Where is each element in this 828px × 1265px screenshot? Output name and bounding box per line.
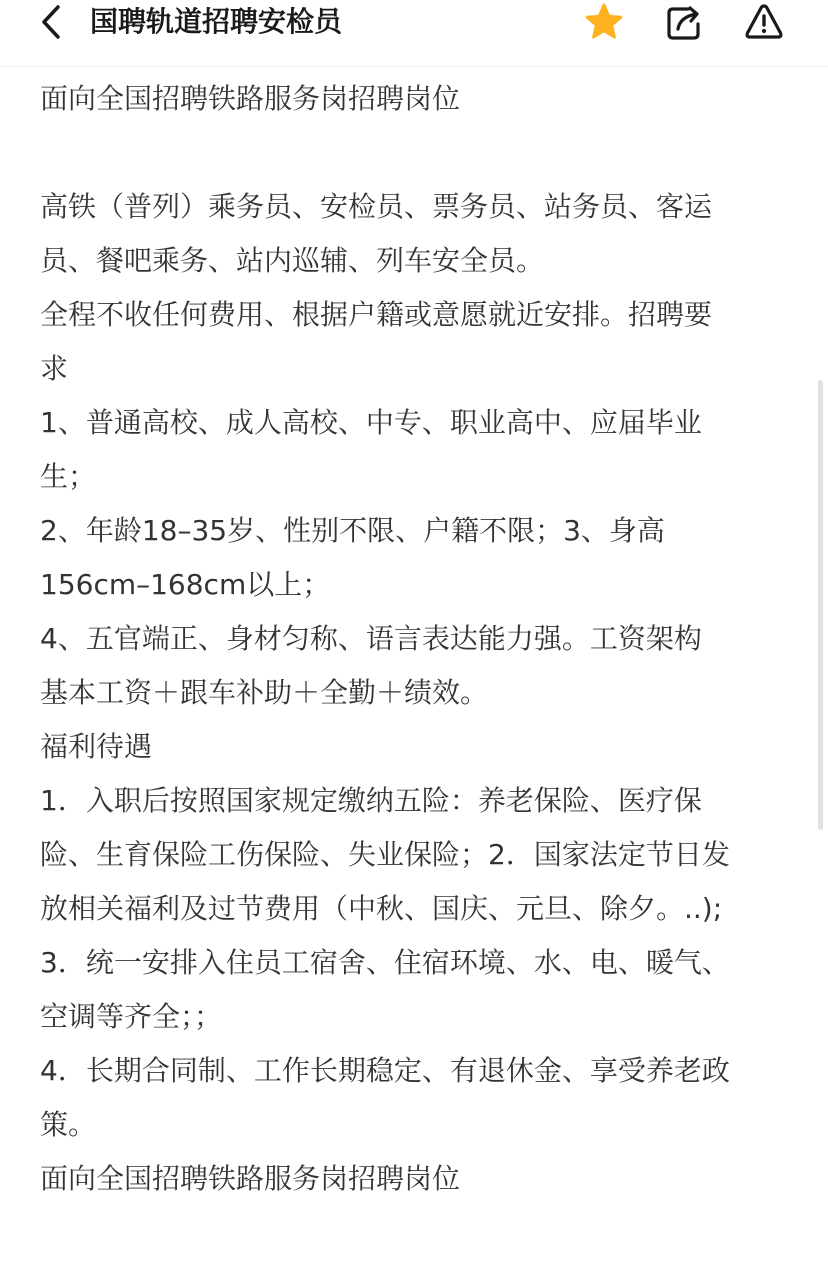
chevron-left-icon (30, 4, 70, 40)
share-button[interactable] (664, 2, 704, 42)
text-line: 4．长期合同制、工作长期稳定、有退休金、享受养老政 (40, 1054, 730, 1087)
text-line: 1．入职后按照国家规定缴纳五险：养老保险、医疗保 (40, 784, 702, 817)
favorite-button[interactable] (584, 2, 624, 42)
text-line: 员、餐吧乘务、站内巡辅、列车安全员。 (40, 244, 545, 277)
top-bar (0, 0, 828, 67)
post-body (40, 72, 790, 1206)
text-line: 全程不收任何费用、根据户籍或意愿就近安排。招聘要 (40, 298, 713, 331)
text-line: 福利待遇 (40, 730, 153, 763)
page-title: 国聘轨道招聘安检员 (90, 5, 343, 38)
text-line: 生； (40, 460, 97, 493)
text-line: 高铁（普列）乘务员、安检员、票务员、站务员、客运 (40, 190, 713, 223)
text-line: 4、五官端正、身材匀称、语言表达能力强。工资架构 (40, 622, 702, 655)
text-line: 险、生育保险工伤保险、失业保险；2．国家法定节日发 (40, 838, 730, 871)
report-button[interactable] (744, 2, 784, 42)
text-line: 面向全国招聘铁路服务岗招聘岗位 (40, 1162, 461, 1195)
text-line: 面向全国招聘铁路服务岗招聘岗位 (40, 82, 461, 115)
blank-line (40, 126, 790, 180)
warning-icon (744, 2, 784, 42)
back-button[interactable] (30, 4, 70, 40)
text-line: 3．统一安排入住员工宿舍、住宿环境、水、电、暖气、 (40, 946, 730, 979)
text-line: 策。 (40, 1108, 97, 1141)
share-icon (664, 2, 704, 42)
text-line: 156cm–168cm以上； (40, 568, 331, 601)
star-icon (584, 2, 624, 42)
text-line: 2、年龄18–35岁、性别不限、户籍不限；3、身高 (40, 514, 665, 547)
text-line: 基本工资＋跟车补助＋全勤＋绩效。 (40, 676, 489, 709)
text-line: 空调等齐全；； (40, 1000, 223, 1033)
text-line: 放相关福利及过节费用（中秋、国庆、元旦、除夕。..); (40, 892, 723, 925)
text-line: 1、普通高校、成人高校、中专、职业高中、应届毕业 (40, 406, 702, 439)
text-line: 求 (40, 352, 69, 385)
scrollbar[interactable] (818, 380, 823, 830)
